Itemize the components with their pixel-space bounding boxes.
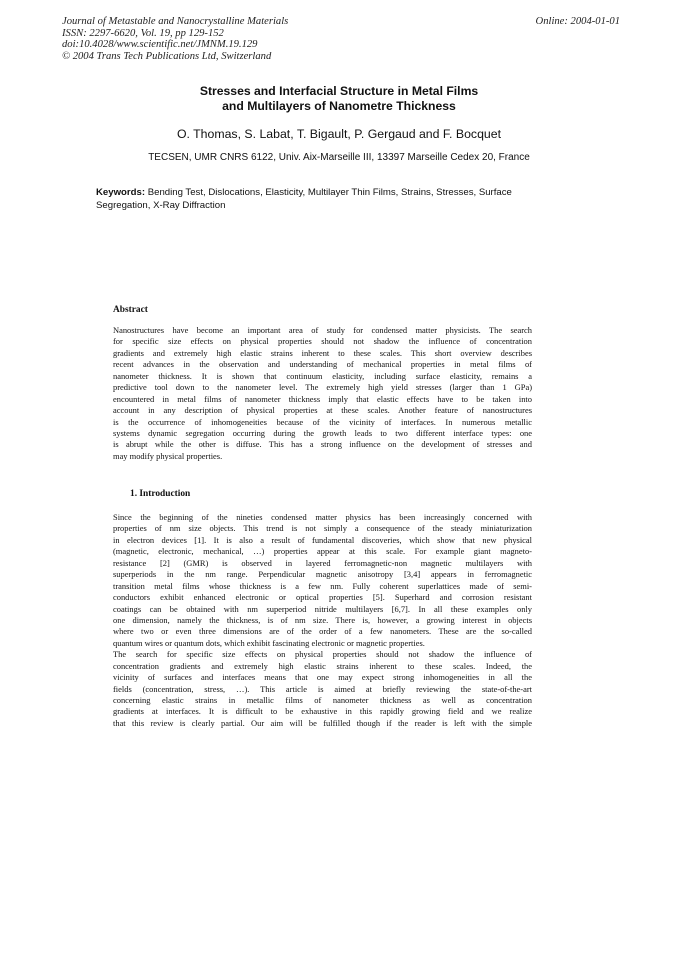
text-line: one dimension, namely the thickness, is of nm size. There is, however, a growing interest in objects xyxy=(113,614,532,625)
text-line: (magnetic, electronic, mechanical, …) properties appear at this scale. For example giant magneto- xyxy=(113,546,532,557)
text-line: superperiods in the nm range. Perpendicular magnetic anisotropy [3,4] appears in ferromagnetic xyxy=(113,569,532,580)
text-line: Since the beginning of the nineties condensed matter physics has been increasingly concerned with xyxy=(113,512,532,522)
affiliation: TECSEN, UMR CNRS 6122, Univ. Aix-Marseille III, 13397 Marseille Cedex 20, France xyxy=(148,152,530,163)
text-line: coatings can be obtained with nm superperiod nitride multilayers [6,7]. In all these examples only xyxy=(113,603,532,614)
text-line: gradients at interfaces. It is difficult to be exhaustive in this rapidly growing field and we realize xyxy=(113,706,532,717)
paper-title xyxy=(0,84,678,113)
text-line: predictive tool down to the nanometer level. The extremely high yield stresses (larger than 1 GPa) xyxy=(113,382,532,393)
title-line: Stresses and Interfacial Structure in Metal Films xyxy=(199,84,479,98)
journal-header xyxy=(62,16,288,62)
text-line: in electron devices [1]. It is also a result of fundamental discoveries, which show that new physical xyxy=(113,534,532,545)
text-line: recent advances in the observation and understanding of mechanical properties in metal films of xyxy=(113,359,532,370)
abstract-heading: Abstract xyxy=(113,305,148,315)
text-line: fields (concentration, stress, …). This article is aimed at briefly reviewing the state-of-the-art xyxy=(113,683,532,694)
issn-line: ISSN: 2297-6620, Vol. 19, pp 129-152 xyxy=(62,27,224,39)
journal-name: Journal of Metastable and Nanocrystalline Materials xyxy=(62,16,289,27)
text-line: concerning elastic strains in metallic films of nanometer thickness as well as concentration xyxy=(113,695,532,705)
text-line: resistance [2] (GMR) is observed in layered ferromagnetic-non magnetic multilayers with xyxy=(113,557,532,568)
abstract-body xyxy=(113,325,532,462)
text-line: where two or even three dimensions are of the order of a few nanometers. These are the so-called xyxy=(113,626,532,637)
text-line: The search for specific size effects on physical properties should not shadow the influence of xyxy=(113,649,532,660)
keywords-label: Keywords: xyxy=(96,187,146,198)
doi-line: doi:10.4028/www.scientific.net/JMNM.19.129 xyxy=(62,39,258,51)
text-line: is abrupt while the other is diffuse. This has a strong influence on the development of stresses and xyxy=(113,439,532,450)
text-line: quantum wires or quantum dots, which exhibit fascinating electronic or magnetic properties. xyxy=(113,637,425,648)
text-line: account in any description of physical properties at these scales. Another feature of nanostructures xyxy=(113,405,532,416)
text-line: nanometer thickness. It is shown that continuum elasticity, including surface elasticity, remains a xyxy=(113,370,532,381)
introduction-body xyxy=(113,512,532,729)
keywords-text: Bending Test, Dislocations, Elasticity, Multilayer Thin Films, Strains, Stresses, Surface xyxy=(147,187,512,198)
section-heading-introduction: 1. Introduction xyxy=(130,489,191,499)
online-date: Online: 2004-01-01 xyxy=(535,16,620,27)
text-line: concentration gradients and extremely high elastic strains inherent to these scales. Indeed, the xyxy=(113,660,532,671)
text-line: Nanostructures have become an important area of study for condensed matter physicists. The search xyxy=(113,325,532,335)
text-line: transition metal films whose thickness is a few nm. Fully coherent superlattices made of semi- xyxy=(113,580,532,591)
text-line: properties of nm size objects. This trend is not simply a consequence of the steady miniaturization xyxy=(113,523,532,534)
text-line: for specific size effects on physical properties should not shadow the influence of concentration xyxy=(113,336,532,347)
keywords-block xyxy=(96,186,566,212)
text-line: conductors exhibit enhanced electronic or optical properties [5]. Superhard and corrosion resistant xyxy=(113,592,532,603)
author-list: O. Thomas, S. Labat, T. Bigault, P. Gergaud and F. Bocquet xyxy=(176,127,502,141)
text-line: vicinity of surfaces and interfaces means that one may expect strong inhomogeneities in all the xyxy=(113,672,532,683)
text-line: systems dynamic segregation occurring during the growth leads to two different interface types: one xyxy=(113,427,532,438)
text-line: may modify physical properties. xyxy=(113,450,223,461)
title-line: and Multilayers of Nanometre Thickness xyxy=(222,98,456,113)
keywords-text: Segregation, X-Ray Diffraction xyxy=(96,200,226,211)
text-line: is the occurrence of inhomogeneities because of the vicinity of interfaces. In numerous metallic xyxy=(113,416,532,427)
text-line: encountered in metal films of nanometer thickness imply that elastic effects have to be taken into xyxy=(113,393,532,404)
text-line: gradients and extremely high elastic strains inherent to these scales. This short overview describes xyxy=(113,347,532,358)
text-line: that this review is clearly partial. Our aim will be fulfilled though if the reader is left with the simple xyxy=(113,717,532,728)
copyright-line: © 2004 Trans Tech Publications Ltd, Switzerland xyxy=(62,50,272,62)
